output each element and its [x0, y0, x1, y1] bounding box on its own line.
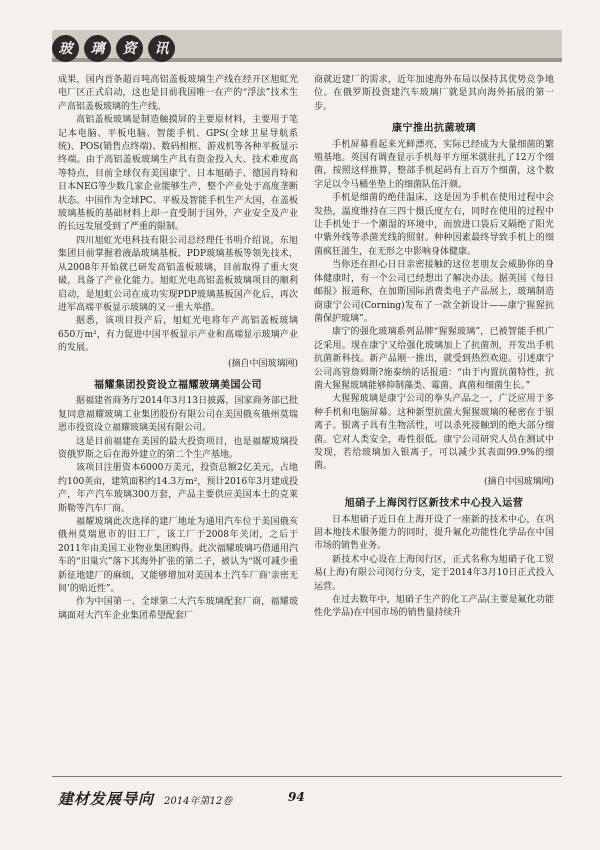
article-paragraph: 作为中国第一、全球第二大汽车玻璃配套厂商，福耀玻璃面对大汽车企业集团希望配套厂	[58, 597, 298, 621]
article-paragraph: 在过去数年中，旭硝子生产的化工产品(主要是氟化功能性化学品)在中国市场的销售量持续升	[314, 595, 554, 619]
article-title-fuyao: 福耀集团投资设立福耀玻璃美国公司	[94, 379, 262, 391]
article-paragraph: 当你还在担心日日亲密接触的这位老朋友会威胁你的身体健康时，有一个公司已经想出了解决办法。据英国《每日邮报》报道称，在加斯国际消费类电子产品展上，玻璃制造商康宁公司(Corning)发布了一款全新设计——康宁猩猩抗菌保护玻璃”。	[314, 260, 554, 324]
article-source: (摘自中国玻璃网)	[227, 358, 298, 369]
article-paragraph: 成果，国内首条超百吨高铝盖板玻璃生产线在经开区旭虹光电厂区正式启动，这也是目前我国唯一在产的“浮法”技术生产高铝盖板玻璃的生产线。	[58, 75, 298, 112]
article-paragraph: 手机是细菌的绝佳温床，这是因为手机在使用过程中会发热，温度维持在三四十摄氏度左右，同时在使用的过程中让手机处于一个潮湿的环境中，而放进口袋后又隔绝了阳光中紫外线等杀菌光线的照射。种种因素最终导致手机上的细菌疯狂滋生，在无形之中影响身体健康。	[314, 193, 554, 257]
article-paragraph: 商就近建厂的需求，近年加速海外布局以保持其优势竞争地位。在俄罗斯投资建汽车玻璃厂就是其向海外拓展的第一步。	[314, 75, 554, 112]
logo-glyph: 资	[116, 35, 143, 62]
article-paragraph: 据福建省商务厅2014年3月13日披露，国家商务部已批复同意福耀玻璃工业集团股份有限公司在美国俄亥俄州莫瑞恩市投资设立福耀玻璃美国有限公司。	[58, 396, 298, 434]
article-paragraph: 高铝盖板玻璃是制造触摸屏的主要原材料，主要用于笔记本电脑、平板电脑、智能手机、GPS(全球卫星导航系统)、POS(销售点终端)、数码相框、游戏机等各种平板显示终端。由于高铝盖板玻璃生产具有资金投入大、技术难度高等特点，目前全球仅有美国康宁、日本旭硝子、德国肖特和日本NEG等少数几家企业能够生产，整个产业处于高度垄断状态。中国作为全球PC、平板及智能手机生产大国，在盖板玻璃基板的基础材料上却一直受制于国外，产业安全及产业的长远发展受到了严重的限制。	[58, 115, 298, 233]
left-column	[58, 74, 298, 768]
magazine-logo: 建材发展导向	[58, 790, 155, 808]
logo-glyph: 讯	[148, 35, 175, 62]
right-column	[314, 74, 554, 768]
article-paragraph: 手机屏幕看起来光鲜漂亮，实际已经成为大量细菌的繁殖基地。英国有调查显示手机每平方厘米就驻扎了12万个细菌，按照这样推算，整部手机起码有上百万个细菌，这个数字足以令马桶坐垫上的细菌队伍汗颜。	[314, 139, 554, 190]
article-paragraph: 据悉，该项目投产后，旭虹光电将年产高铝盖板玻璃650万m²，有力促进中国平板显示产业和高端显示玻璃产业的发展。	[58, 316, 298, 354]
logo-glyph: 璃	[84, 35, 111, 62]
article-paragraph: 大猩猩玻璃是康宁公司的拳头产品之一，广泛应用于多种手机和电脑屏幕。这种新型抗菌大猩猩玻璃的秘密在于银离子。银离子具有生物活性，可以杀死接触到的绝大部分细菌。它对人类安全，毒性很低。康宁公司研究人员在测试中发现，若给玻璃加入银离子，可以减少其表面99.9%的细菌。	[314, 394, 554, 472]
footer-rule	[52, 776, 562, 777]
article-paragraph: 日本旭硝子近日在上海开设了一座新的技术中心，在巩固本地技术服务能力的同时，提升氟化功能性化学品在中国市场的销售业务。	[314, 514, 554, 552]
issue-label: 2014年第12卷	[164, 796, 233, 807]
article-paragraph: 这是目前福建在美国的最大投资项目，也是福耀玻璃投资俄罗斯之后在海外建立的第二个生产基地。	[58, 436, 298, 460]
footer	[58, 788, 232, 809]
article-paragraph: 新技术中心设在上海闵行区，正式名称为旭硝子化工贸易(上海)有限公司闵行分支，定于2014年3月10日正式投入运营。	[314, 554, 554, 592]
article-paragraph: 康宁的强化玻璃系列品牌“猩猩玻璃”，已被智能手机广泛采用。现在康宁又给强化玻璃加上了抗菌剂，开发出手机抗菌新科技。新产品刚一推出，就受到热烈欢迎。引述康宁公司高管詹姆斯?施泰纳的话报道：“由于内置抗菌特性，抗菌大猩猩玻璃能够抑制藻类、霉菌、真菌和细菌生长。”	[314, 327, 554, 391]
page-number: 94	[288, 790, 305, 804]
article-title-corning: 康宁推出抗菌玻璃	[392, 123, 476, 135]
article-source: (摘自中国玻璃网)	[483, 476, 554, 487]
logo-glyph: 玻	[52, 35, 79, 62]
article-title-asahi: 旭硝子上海闵行区新技术中心投入运营	[344, 498, 524, 510]
section-logo	[52, 30, 175, 66]
article-paragraph: 福耀玻璃此次选择的建厂地址为通用汽车位于美国俄亥俄州莫瑞恩市的旧工厂，该工厂于2008年关闭，之后于2011年由美国工业物业集团购得。此次福耀玻璃巧借通用汽车的“旧巢穴”落下其海外扩张的第二子，被认为“既可减少重新征地建厂的麻烦，又能够增加对美国本土汽车厂商‘亲密无间’的贴近性”。	[58, 517, 298, 595]
article-paragraph: 四川旭虹光电科技有限公司总经理任书明介绍说，东旭集团目前掌握着液晶玻璃基板、PDP玻璃基板等领先技术，从2008年开始就已研发高铝盖板玻璃，目前取得了重大突破，具备了产业化能力。旭虹光电高铝盖板玻璃项目的顺利启动，是旭虹公司在成功实现PDP玻璃基板国产化后，再次进军高端平板显示玻璃的又一重大举措。	[58, 235, 298, 313]
article-paragraph: 该项目注册资本6000万美元，投资总额2亿美元，占地约100英亩，建筑面积约14.3万m²，预计2016年3月建成投产，年产汽车玻璃300万套，产品主要供应美国本土的克莱斯勒等汽车厂商。	[58, 463, 298, 514]
